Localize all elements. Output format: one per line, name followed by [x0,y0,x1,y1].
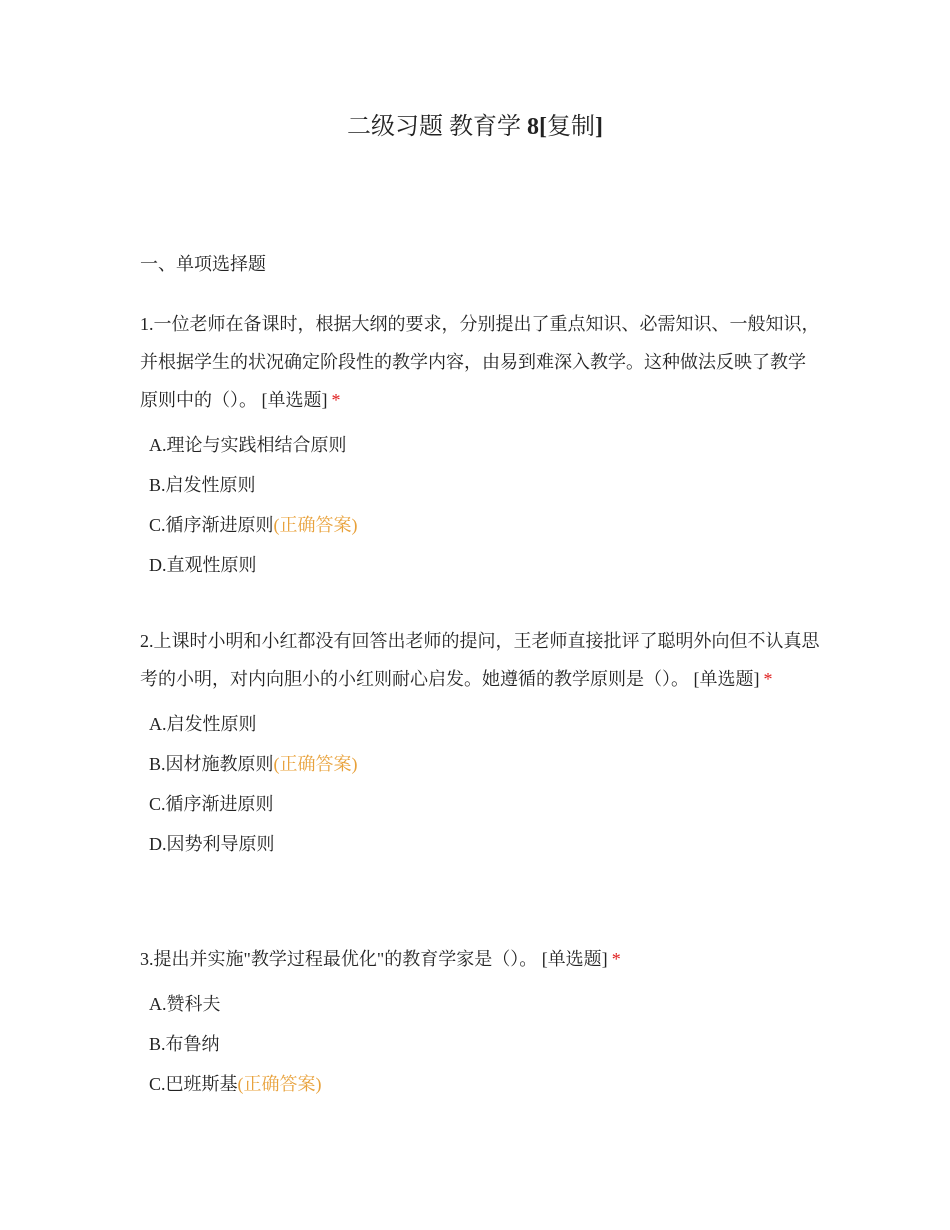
option-label: C.循序渐进原则 [149,515,274,535]
question-3 [140,940,820,1104]
correct-answer-tag: (正确答案) [273,515,358,535]
title-prefix: 二级习题 教育学 [347,114,521,140]
question-3-text: 3.提出并实施"教学过程最优化"的教育学家是（）。 [单选题] [140,949,608,969]
option-list [140,704,820,864]
title-bracket-open: [ [539,114,547,140]
page-title [0,110,950,144]
option-label: B.布鲁纳 [149,1034,220,1054]
required-mark: * [611,949,621,969]
option-label: C.巴班斯基 [149,1074,238,1094]
option-label: A.启发性原则 [149,714,257,734]
question-text [140,940,820,978]
question-text [140,305,820,419]
title-number: 8 [521,114,539,140]
option-label: A.赞科夫 [149,994,221,1014]
option-label: B.因材施教原则 [149,754,274,774]
option-b[interactable] [140,465,820,505]
question-1 [140,305,820,585]
option-a[interactable] [140,425,820,465]
option-list [140,425,820,585]
option-c[interactable] [140,505,820,545]
option-a[interactable] [140,704,820,744]
option-b[interactable] [140,744,820,784]
title-bracket-close: ] [595,114,603,140]
option-c[interactable] [140,1064,820,1104]
correct-answer-tag: (正确答案) [237,1074,322,1094]
required-mark: * [763,669,773,689]
option-c[interactable] [140,784,820,824]
option-label: C.循序渐进原则 [149,794,274,814]
option-label: D.因势利导原则 [149,834,275,854]
required-mark: * [331,390,341,410]
option-d[interactable] [140,545,820,585]
question-2-text: 2.上课时小明和小红都没有回答出老师的提问，王老师直接批评了聪明外向但不认真思考的小明，对内向胆小的小红则耐心启发。她遵循的教学原则是（）。 [单选题] [140,631,820,689]
question-text [140,622,820,698]
question-2 [140,622,820,864]
option-b[interactable] [140,1024,820,1064]
option-list [140,984,820,1104]
option-label: B.启发性原则 [149,475,256,495]
question-1-text: 1.一位老师在备课时，根据大纲的要求，分别提出了重点知识、必需知识、一般知识，并根据学生的状况确定阶段性的教学内容，由易到难深入教学。这种做法反映了教学原则中的（）。 [单选题] [140,314,820,410]
correct-answer-tag: (正确答案) [273,754,358,774]
option-a[interactable] [140,984,820,1024]
option-label: A.理论与实践相结合原则 [149,435,347,455]
section-heading: 一、单项选择题 [140,254,266,274]
option-label: D.直观性原则 [149,555,257,575]
title-suffix: 复制 [547,114,595,140]
option-d[interactable] [140,824,820,864]
